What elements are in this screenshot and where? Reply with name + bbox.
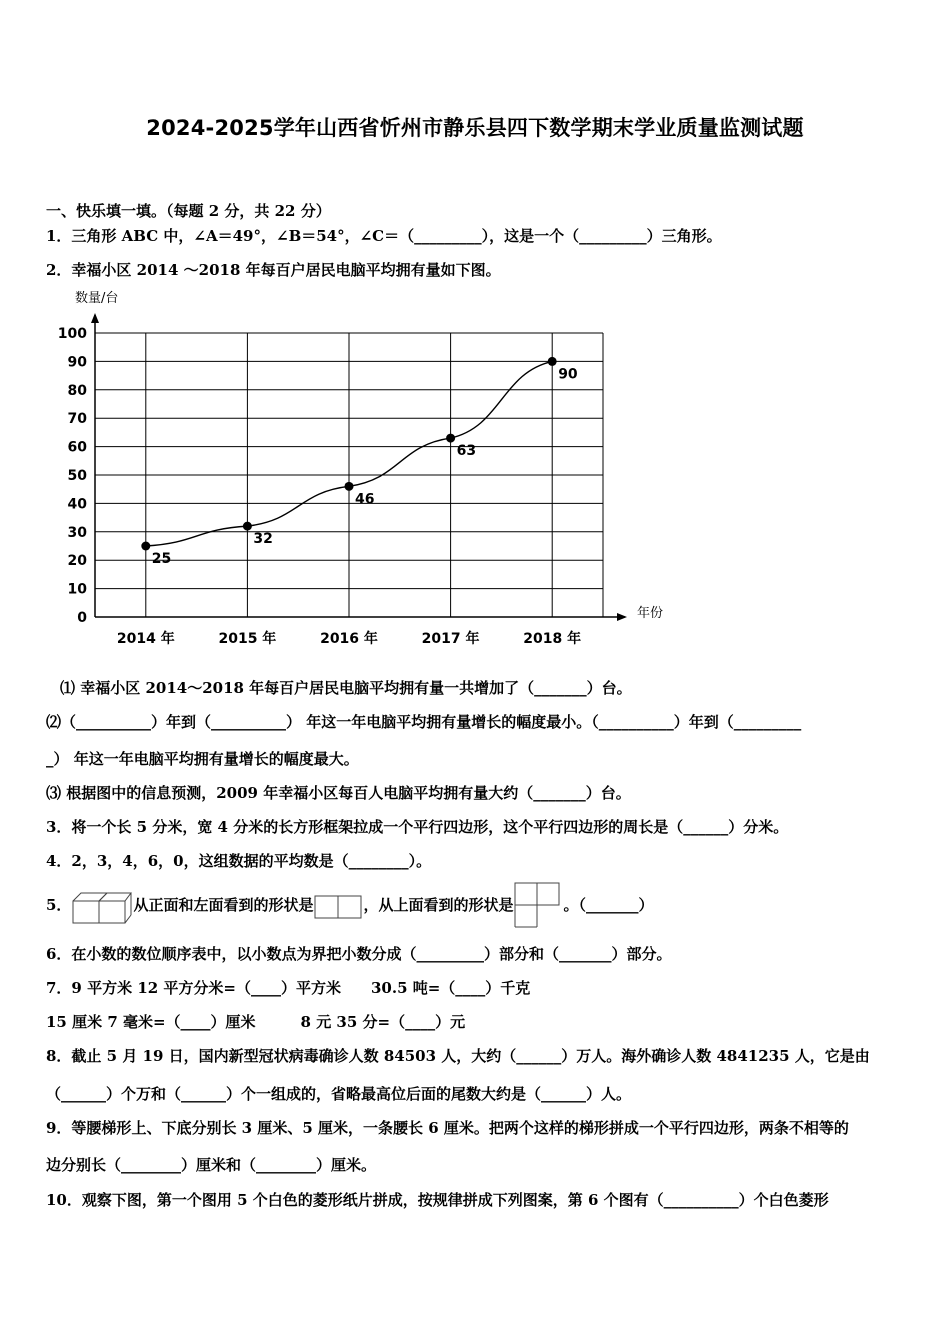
question-7b: 15 厘米 7 毫米=（____）厘米 8 元 35 分=（____）元 xyxy=(46,1013,466,1031)
question-10: 10．观察下图，第一个图用 5 个白色的菱形纸片拼成，按规律拼成下列图案，第 6 个图有（__________）个白色菱形 xyxy=(46,1191,829,1209)
data-point xyxy=(243,522,252,531)
data-label: 25 xyxy=(151,551,172,567)
section-heading: 一、快乐填一填。（每题 2 分，共 22 分） xyxy=(46,202,331,220)
chart-axes xyxy=(91,313,627,621)
page-title: 2024-2025学年山西省忻州市静乐县四下数学期末学业质量监测试题 xyxy=(146,116,804,140)
data-label: 32 xyxy=(253,531,273,548)
data-label: 90 xyxy=(558,366,578,383)
x-tick-label: 2015 年 xyxy=(218,631,277,647)
chart-grid xyxy=(95,333,603,617)
question-4: 4．2，3，4，6，0，这组数据的平均数是（________）。 xyxy=(46,852,432,870)
y-tick-label: 0 xyxy=(77,610,87,626)
x-tick-label: 2014 年 xyxy=(116,631,175,647)
question-7a: 7．9 平方米 12 平方分米=（____）平方米 30.5 吨=（____）千克 xyxy=(46,979,531,997)
data-point xyxy=(345,482,354,491)
y-tick-label: 80 xyxy=(67,382,87,399)
y-tick-label: 10 xyxy=(67,581,87,598)
y-axis-label: 数量/台 xyxy=(75,291,119,306)
question-5 xyxy=(46,880,653,931)
line-chart xyxy=(55,285,664,655)
x-tick-label: 2018 年 xyxy=(523,631,582,647)
y-axis-arrow xyxy=(91,313,99,323)
x-tick-label: 2017 年 xyxy=(421,631,480,647)
data-point xyxy=(141,542,150,551)
data-labels xyxy=(152,366,578,567)
y-tick-labels xyxy=(58,326,87,626)
y-tick-label: 30 xyxy=(67,524,87,541)
y-tick-label: 40 xyxy=(67,496,87,513)
x-tick-label: 2016 年 xyxy=(320,631,378,647)
question-9a: 9．等腰梯形上、下底分别长 3 厘米、5 厘米，一条腰长 6 厘米。把两个这样的梯形拼成一个平行四边形，两条不相等的 xyxy=(46,1119,849,1137)
question-2-2a: ⑵（__________）年到（__________） 年这一年电脑平均拥有量增长的幅度最小。（__________）年到（_________ xyxy=(46,713,802,731)
data-point xyxy=(548,357,557,366)
question-5-number: 5． xyxy=(46,896,72,914)
question-6: 6．在小数的数位顺序表中，以小数点为界把小数分成（_________）部分和（_______）部分。 xyxy=(46,945,672,963)
y-tick-label: 20 xyxy=(67,553,87,570)
question-3: 3．将一个长 5 分米，宽 4 分米的长方形框架拉成一个平行四边形，这个平行四边形的周长是（______）分米。 xyxy=(46,818,789,836)
question-8b: （______）个万和（______）个一组成的，省略最高位后面的尾数大约是（______）人。 xyxy=(46,1085,632,1103)
y-tick-label: 100 xyxy=(57,326,87,342)
y-tick-label: 60 xyxy=(67,439,87,456)
x-tick-labels xyxy=(117,630,581,647)
question-9b: 边分别长（________）厘米和（________）厘米。 xyxy=(46,1156,377,1174)
y-tick-label: 70 xyxy=(67,411,87,428)
question-1: 1．三角形 ABC 中，∠A＝49°，∠B＝54°，∠C＝（_________），这是一个（_________）三角形。 xyxy=(46,227,722,245)
question-2-1: ⑴ 幸福小区 2014～2018 年每百户居民电脑平均拥有量一共增加了（_______）台。 xyxy=(60,679,632,697)
cube-figure xyxy=(71,887,133,925)
y-tick-label: 90 xyxy=(67,354,87,371)
front-view-figure xyxy=(313,892,363,920)
data-point xyxy=(446,434,455,443)
question-5-text-c: 。（_______） xyxy=(563,896,654,914)
y-tick-label: 50 xyxy=(67,468,87,484)
question-2: 2．幸福小区 2014 ～2018 年每百户居民电脑平均拥有量如下图。 xyxy=(46,261,501,279)
data-label: 63 xyxy=(456,443,477,460)
x-axis-label: 年份 xyxy=(637,606,664,621)
x-axis-arrow xyxy=(617,613,627,621)
question-5-text-a: 从正面和左面看到的形状是 xyxy=(133,896,314,914)
question-2-2b: _） 年这一年电脑平均拥有量增长的幅度最大。 xyxy=(46,750,359,768)
top-view-figure xyxy=(513,881,563,931)
question-2-3: ⑶ 根据图中的信息预测，2009 年幸福小区每百人电脑平均拥有量大约（_______）台。 xyxy=(46,784,631,802)
question-8a: 8．截止 5 月 19 日，国内新型冠状病毒确诊人数 84503 人，大约（______）万人。海外确诊人数 4841235 人，它是由 xyxy=(46,1047,870,1065)
question-5-text-b: ，从上面看到的形状是 xyxy=(363,896,514,914)
data-label: 46 xyxy=(355,491,375,508)
